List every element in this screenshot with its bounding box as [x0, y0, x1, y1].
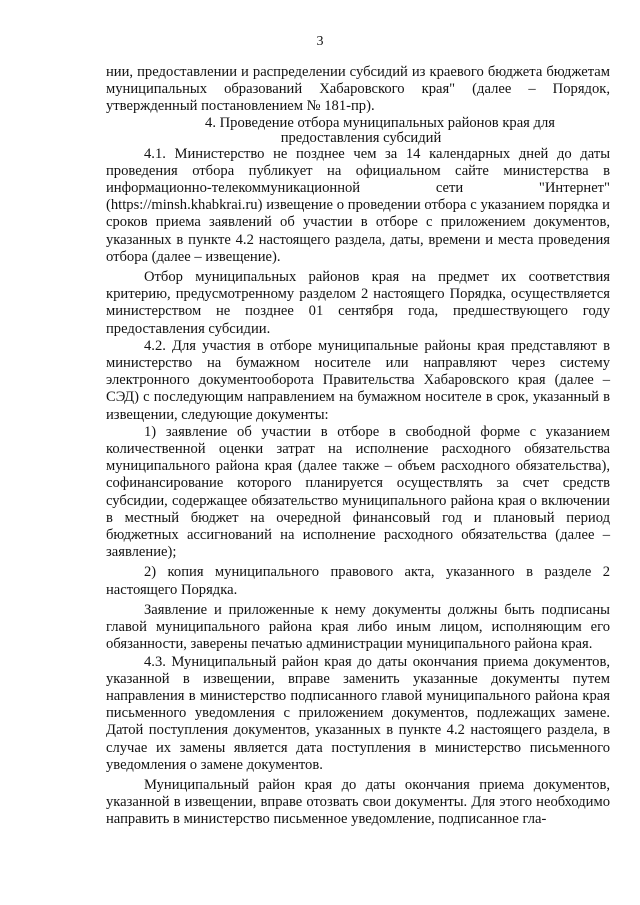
paragraph-withdrawal: Муниципальный район края до даты окончания приема документов, указанной в извещении, вправе отозвать свои документы. Для этого необходимо направить в министерство письменное уведомление, подписанное гла- — [106, 776, 610, 828]
paragraph-4-2: 4.2. Для участия в отборе муниципальные районы края представляют в министерство на бумажном носителе или направляют через систему электронного документооборота Правительства Хабаровского края (далее – СЭД) с последующим направлением на бумажном носителе в срок, указанный в извещении, следующие документы: — [106, 337, 610, 423]
paragraph-signature-requirements: Заявление и приложенные к нему документы должны быть подписаны главой муниципального района края либо иным лицом, исполняющим его обязанности, заверены печатью администрации муниципального района края. — [106, 601, 610, 653]
paragraph-4-1: 4.1. Министерство не позднее чем за 14 календарных дней до даты проведения отбора публикует на официальном сайте министерства в информационно-телекоммуникационной сети "Интернет" (https://minsh.khabkrai.ru) извещение о проведении отбора с указанием порядка и сроков приема заявлений об участии в отборе с приложением документов, указанных в пункте 4.2 настоящего раздела, даты, времени и места проведения отбора (далее – извещение). — [106, 145, 610, 265]
paragraph-selection-deadline: Отбор муниципальных районов края на предмет их соответствия критерию, предусмотренному разделом 2 настоящего Порядка, осуществляется министерством не позднее 01 сентября года, предшествующего году предоставления субсидии. — [106, 269, 610, 337]
list-item-application: 1) заявление об участии в отборе в свободной форме с указанием количественной оценки затрат на исполнение расходного обязательства муниципального района края (далее также – объем расходного обязательства), софинансирование которого планируется осуществлять за счет средств субсидии, содержащее обязательство муниципального района края о включении в местный бюджет на очередной финансовый год и плановый период бюджетных ассигнований на исполнение расходного обязательства (далее – заявление); — [106, 423, 610, 561]
list-item-legal-act-copy: 2) копия муниципального правового акта, указанного в разделе 2 настоящего Порядка. — [106, 564, 610, 598]
intro-paragraph: нии, предоставлении и распределении субсидий из краевого бюджета бюджетам муниципальных образований Хабаровского края" (далее – Порядок, утвержденный постановлением № 181-пр). — [106, 64, 610, 115]
section-heading: 4. Проведение отбора муниципальных районов края для предоставления субсидий — [205, 114, 555, 146]
paragraph-4-3: 4.3. Муниципальный район края до даты окончания приема документов, указанной в извещении, вправе заменить указанные документы путем направления в министерство подписанного главой муниципального района края письменного уведомления с приложением документов, подлежащих замене. Датой поступления документов, указанных в пункте 4.2 настоящего раздела, в случае их замены является дата поступления в министерство письменного уведомления о замене документов. — [106, 653, 610, 773]
document-body — [106, 64, 610, 829]
page-number: 3 — [316, 34, 324, 49]
